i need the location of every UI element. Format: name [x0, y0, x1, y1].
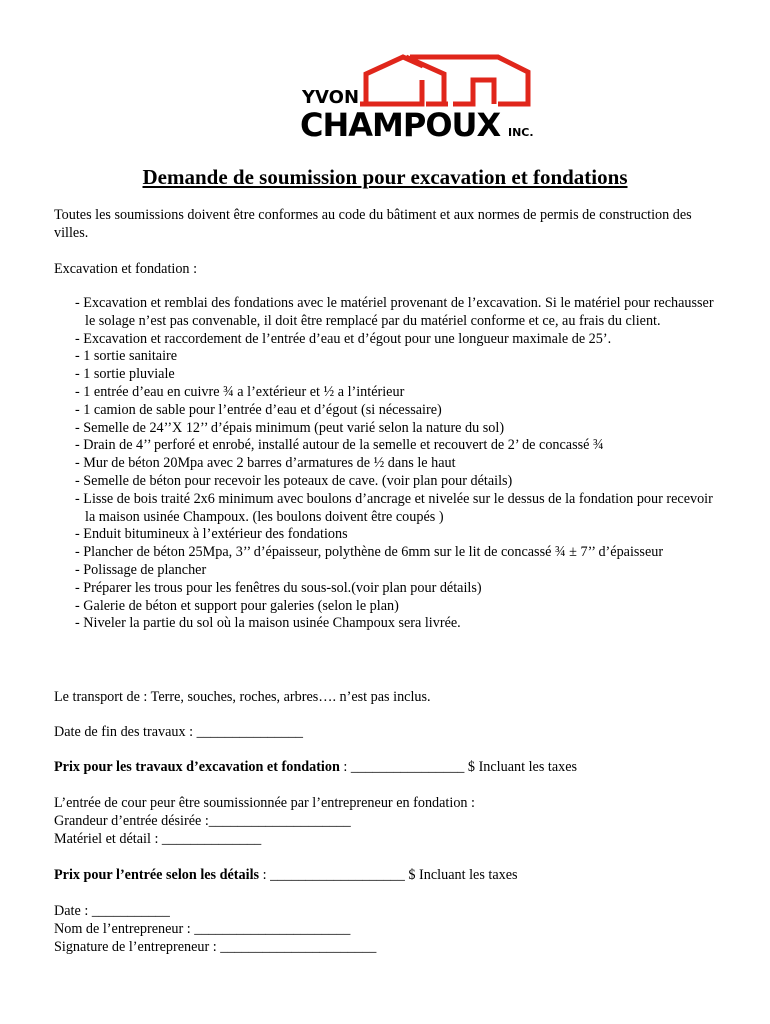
contractor-name-field: Nom de l’entrepreneur : ______________________: [54, 920, 351, 937]
signature-block: [54, 903, 724, 956]
list-item: - Lisse de bois traité 2x6 minimum avec boulons d’ancrage et nivelée sur le dessus de la fondation pour recevoir la maison usinée Champoux. (les boulons doivent être coupés ): [75, 490, 713, 525]
list-item: - Polissage de plancher: [75, 561, 207, 578]
logo-text-champoux: CHAMPOUX: [300, 106, 501, 144]
list-item: - Excavation et raccordement de l’entrée d’eau et d’égout pour une longueur maximale de 25’.: [75, 330, 612, 347]
list-item: - Semelle de 24’’X 12’’ d’épais minimum (peut varié selon la nature du sol): [75, 419, 505, 436]
driveway-size-field: Grandeur d’entrée désirée :____________________: [54, 812, 351, 829]
driveway-material-field: Matériel et détail : ______________: [54, 830, 262, 847]
work-items-list: [75, 295, 725, 633]
list-item: - Préparer les trous pour les fenêtres du sous-sol.(voir plan pour détails): [75, 579, 482, 596]
contractor-signature-field: Signature de l’entrepreneur : ______________________: [54, 938, 377, 955]
list-item: - 1 sortie sanitaire: [75, 348, 178, 365]
list-item: - Excavation et remblai des fondations avec le matériel provenant de l’excavation. Si le matériel pour rechausser le solage n’est pas convenable, il doit être remplacé par du matériel conforme et ce, au frais du client.: [75, 295, 714, 329]
price-works-blank: : ________________ $ Incluant les taxes: [339, 759, 578, 775]
list-item: - Mur de béton 20Mpa avec 2 barres d’armatures de ½ dans le haut: [75, 455, 456, 472]
price-works-label: Prix pour les travaux d’excavation et fondation: [54, 759, 340, 775]
list-item: - Niveler la partie du sol où la maison usinée Champoux sera livrée.: [75, 615, 461, 632]
transport-note: Le transport de : Terre, souches, roches, arbres…. n’est pas inclus.: [54, 689, 431, 705]
driveway-intro: L’entrée de cour peur être soumissionnée par l’entrepreneur en fondation :: [54, 795, 475, 811]
driveway-section: [54, 795, 724, 848]
excavation-heading: Excavation et fondation :: [54, 261, 198, 277]
price-works-field: [54, 759, 724, 777]
logo-text-inc: INC.: [508, 126, 534, 139]
list-item: - 1 sortie pluviale: [75, 366, 175, 383]
price-driveway-label: Prix pour l’entrée selon les détails: [54, 867, 260, 883]
list-item: - Semelle de béton pour recevoir les poteaux de cave. (voir plan pour détails): [75, 472, 513, 489]
list-item: - 1 entrée d’eau en cuivre ¾ a l’extérieur et ½ a l’intérieur: [75, 383, 405, 400]
document-title: Demande de soumission pour excavation et fondations: [142, 165, 628, 189]
price-driveway-field: [54, 867, 724, 885]
list-item: - Plancher de béton 25Mpa, 3’’ d’épaisseur, polythène de 6mm sur le lit de concassé ¾ ± 7’’ d’épaisseur: [75, 544, 664, 561]
list-item: - Enduit bitumineux à l’extérieur des fondations: [75, 526, 348, 543]
price-driveway-blank: : ___________________ $ Incluant les taxes: [259, 867, 518, 883]
list-item: - Galerie de béton et support pour galeries (selon le plan): [75, 597, 399, 614]
intro-paragraph: Toutes les soumissions doivent être conformes au code du bâtiment et aux normes de permis de construction des villes.: [54, 207, 692, 241]
list-item: - Drain de 4’’ perforé et enrobé, installé autour de la semelle et recouvert de 2’ de concassé ¾: [75, 437, 604, 454]
list-item: - 1 camion de sable pour l’entrée d’eau et d’égout (si nécessaire): [75, 401, 442, 418]
logo-text-yvon: YVON: [302, 87, 360, 108]
end-date-field: Date de fin des travaux : _______________: [54, 724, 304, 740]
signature-date-field: Date : ___________: [54, 903, 170, 919]
